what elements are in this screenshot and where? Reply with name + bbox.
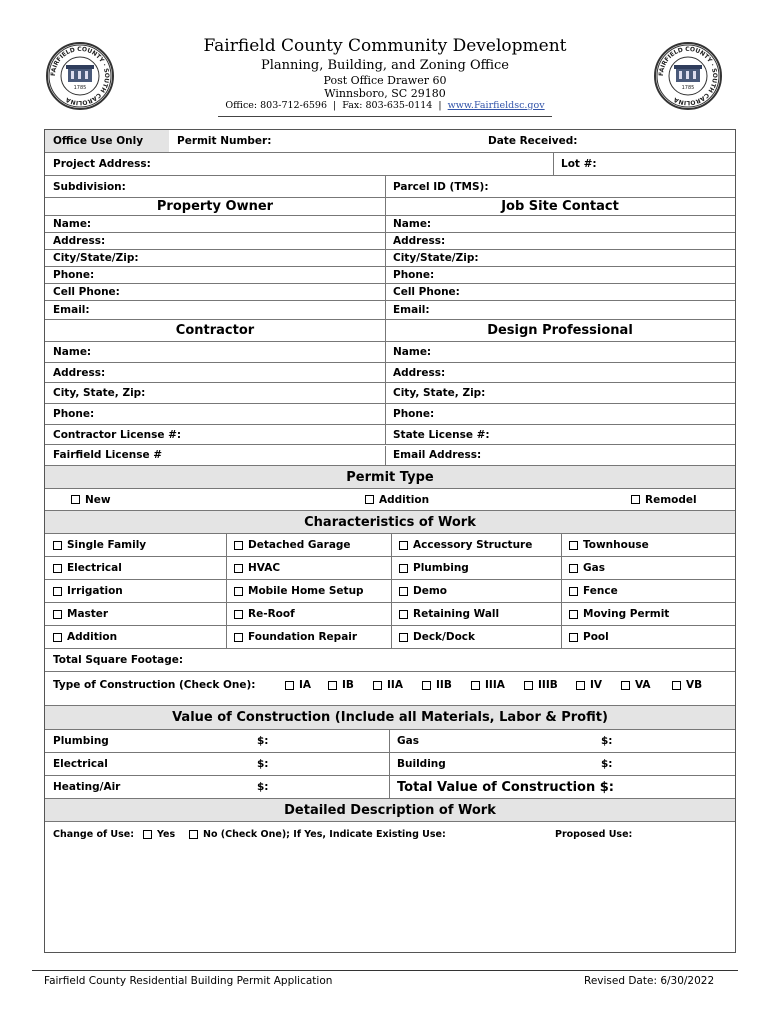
checkbox-icon [234,587,243,596]
permit-type-remodel-checkbox[interactable]: Remodel [631,489,697,510]
job-site-contact-field[interactable]: Name: [393,218,432,230]
design-professional-field[interactable]: Phone: [393,407,435,420]
checkbox-icon [53,633,62,642]
building-value-field[interactable]: $: [601,758,613,770]
design-professional-heading: Design Professional [487,323,633,338]
svg-text:1785: 1785 [681,85,695,91]
construction-type-checkbox[interactable]: VB [672,672,702,698]
office-subtitle: Planning, Building, and Zoning Office [260,58,509,73]
characteristic-checkbox[interactable]: Deck/Dock [399,626,475,648]
project-address-field[interactable]: Project Address: [53,158,151,170]
characteristics-row [45,603,735,626]
checkbox-icon [399,610,408,619]
permit-application-form [44,129,736,953]
characteristics-row [45,557,735,580]
contractor-field[interactable]: Address: [53,366,106,379]
total-square-footage-field[interactable]: Total Square Footage: [53,654,184,666]
heating-air-value-field[interactable]: $: [257,781,269,793]
contractor-design-row [45,425,735,446]
property-owner-field[interactable]: Address: [53,235,106,247]
checkbox-icon [53,587,62,596]
characteristic-checkbox[interactable]: Foundation Repair [234,626,357,648]
job-site-contact-field[interactable]: Phone: [393,269,435,281]
characteristics-heading: Characteristics of Work [304,514,476,530]
permit-type-section [45,466,735,489]
checkbox-icon [53,564,62,573]
website-link[interactable]: www.Fairfieldsc.gov [447,100,545,111]
property-owner-field[interactable]: City/State/Zip: [53,252,139,264]
owner-contact-row [45,301,735,320]
job-site-contact-field[interactable]: Address: [393,235,446,247]
construction-type-checkbox[interactable]: IIIA [471,672,505,698]
characteristic-checkbox[interactable]: Detached Garage [234,534,351,556]
contractor-design-row [45,363,735,384]
characteristic-checkbox[interactable]: Irrigation [53,580,123,602]
characteristic-checkbox[interactable]: Retaining Wall [399,603,499,625]
checkbox-icon [71,495,80,504]
county-seal-logo [654,42,722,110]
subdivision-row [45,176,735,198]
checkbox-icon [399,541,408,550]
characteristic-checkbox[interactable]: Moving Permit [569,603,669,625]
svg-text:FAIRFIELD COUNTY · SOUTH CAROL: FAIRFIELD COUNTY · SOUTH CAROLINA [49,45,111,107]
characteristics-section [45,511,735,534]
total-value-field[interactable]: Total Value of Construction $: [397,779,615,795]
mailing-address-line2: Winnsboro, SC 29180 [324,87,446,100]
contractor-design-row [45,446,735,467]
property-owner-field[interactable]: Cell Phone: [53,286,120,298]
checkbox-icon [621,681,630,690]
form-name-footer: Fairfield County Residential Building Permit Application [44,975,333,987]
owner-contact-row [45,233,735,250]
description-heading: Detailed Description of Work [284,802,496,818]
lot-number-field[interactable]: Lot #: [561,158,597,170]
job-site-contact-field[interactable]: City/State/Zip: [393,252,479,264]
characteristic-checkbox[interactable]: Electrical [53,557,122,579]
permit-type-heading: Permit Type [346,469,434,485]
characteristic-checkbox[interactable]: HVAC [234,557,280,579]
design-professional-field[interactable]: Name: [393,345,432,358]
office-use-row [45,130,735,153]
owner-contact-row [45,216,735,233]
permit-type-new-checkbox[interactable]: New [71,489,111,510]
construction-type-checkbox[interactable]: IIIB [524,672,558,698]
checkbox-icon [524,681,533,690]
letterhead [0,30,770,120]
job-site-contact-field[interactable]: Cell Phone: [393,286,460,298]
characteristics-row [45,626,735,649]
change-of-use-row [45,822,735,846]
building-value-label: Building [397,758,446,770]
checkbox-icon [234,541,243,550]
value-section [45,706,735,730]
office-title: Fairfield County Community Development [203,36,567,56]
checkbox-icon [569,610,578,619]
construction-type-row [45,672,735,706]
job-site-contact-field[interactable]: Email: [393,304,430,316]
gas-value-label: Gas [397,735,419,747]
contractor-design-heading-row [45,320,735,342]
checkbox-icon [471,681,480,690]
property-owner-field[interactable]: Phone: [53,269,95,281]
characteristic-checkbox[interactable]: Master [53,603,108,625]
property-owner-field[interactable]: Email: [53,304,90,316]
characteristic-checkbox[interactable]: Fence [569,580,618,602]
svg-text:FAIRFIELD COUNTY · SOUTH CAROL: FAIRFIELD COUNTY · SOUTH CAROLINA [657,45,719,107]
characteristic-checkbox[interactable]: Mobile Home Setup [234,580,364,602]
checkbox-icon [189,830,198,839]
proposed-use-field[interactable]: Proposed Use: [555,828,633,840]
value-row-1 [45,730,735,753]
contractor-field[interactable]: Phone: [53,407,95,420]
characteristic-checkbox[interactable]: Demo [399,580,447,602]
checkbox-icon [373,681,382,690]
value-row-2 [45,753,735,776]
checkbox-icon [399,633,408,642]
characteristics-row [45,580,735,603]
contractor-heading: Contractor [175,323,255,338]
permit-type-addition-checkbox[interactable]: Addition [365,489,429,510]
header-divider [218,116,552,117]
contractor-design-row [45,342,735,363]
value-row-3 [45,776,735,799]
construction-type-checkbox[interactable]: IA [285,672,311,698]
contractor-field[interactable]: Contractor License #: [53,428,182,441]
checkbox-icon [399,587,408,596]
property-owner-field[interactable]: Name: [53,218,92,230]
checkbox-icon [234,564,243,573]
parcel-id-field[interactable]: Parcel ID (TMS): [393,180,489,193]
footer-divider [32,970,738,971]
description-section [45,799,735,822]
change-of-use-label: Change of Use: [53,828,135,840]
characteristic-checkbox[interactable]: Townhouse [569,534,649,556]
contractor-field[interactable]: Name: [53,345,92,358]
change-of-use-yes-checkbox[interactable]: Yes [143,822,175,846]
subdivision-field[interactable]: Subdivision: [53,180,126,193]
design-professional-field[interactable]: City, State, Zip: [393,387,486,400]
checkbox-icon [399,564,408,573]
construction-type-label: Type of Construction (Check One): [53,679,256,691]
owner-contact-row [45,250,735,267]
office-use-label: Office Use Only [53,135,144,147]
checkbox-icon [53,610,62,619]
checkbox-icon [53,541,62,550]
characteristic-checkbox[interactable]: Pool [569,626,609,648]
job-site-contact-heading: Job Site Contact [501,199,619,214]
project-address-row [45,153,735,176]
plumbing-value-field[interactable]: $: [257,735,269,747]
office-phone: Office: 803-712-6596 [225,100,327,111]
value-heading: Value of Construction (Include all Materials, Labor & Profit) [172,710,608,725]
construction-type-checkbox[interactable]: IB [328,672,354,698]
fax-number: Fax: 803-635-0114 [342,100,433,111]
owner-contact-heading-row [45,198,735,216]
heating-air-value-label: Heating/Air [53,781,121,793]
construction-type-checkbox[interactable]: IIA [373,672,403,698]
checkbox-icon [569,633,578,642]
mailing-address-line1: Post Office Drawer 60 [323,74,447,87]
checkbox-icon [569,587,578,596]
plumbing-value-label: Plumbing [53,735,109,747]
contact-separator: | [438,100,442,111]
characteristic-checkbox[interactable]: Re-Roof [234,603,295,625]
construction-type-checkbox[interactable]: VA [621,672,651,698]
design-professional-field[interactable]: State License #: [393,428,490,441]
contractor-field[interactable]: Fairfield License # [53,449,163,462]
revised-date-footer: Revised Date: 6/30/2022 [584,975,715,987]
construction-type-checkbox[interactable]: IV [576,672,602,698]
checkbox-icon [569,564,578,573]
checkbox-icon [285,681,294,690]
checkbox-icon [234,610,243,619]
checkbox-icon [569,541,578,550]
electrical-value-label: Electrical [53,758,108,770]
checkbox-icon [143,830,152,839]
property-owner-heading: Property Owner [156,199,274,214]
date-received-field[interactable]: Date Received: [480,130,735,152]
gas-value-field[interactable]: $: [601,735,613,747]
electrical-value-field[interactable]: $: [257,758,269,770]
checkbox-icon [234,633,243,642]
characteristic-checkbox[interactable]: Accessory Structure [399,534,532,556]
checkbox-icon [672,681,681,690]
characteristic-checkbox[interactable]: Plumbing [399,557,469,579]
checkbox-icon [422,681,431,690]
characteristic-checkbox[interactable]: Gas [569,557,605,579]
svg-text:1785: 1785 [73,85,87,91]
characteristics-row [45,534,735,557]
owner-contact-row [45,267,735,284]
characteristic-checkbox[interactable]: Addition [53,626,117,648]
contractor-design-row [45,404,735,425]
construction-type-checkbox[interactable]: IIB [422,672,452,698]
contact-separator: | [333,100,337,111]
change-of-use-no-checkbox[interactable]: No (Check One); If Yes, Indicate Existing Use: [189,822,446,846]
checkbox-icon [365,495,374,504]
design-professional-field[interactable]: Address: [393,366,446,379]
description-textarea[interactable] [45,846,735,952]
checkbox-icon [576,681,585,690]
permit-number-field[interactable]: Permit Number: [169,130,480,152]
characteristic-checkbox[interactable]: Single Family [53,534,146,556]
checkbox-icon [631,495,640,504]
contractor-field[interactable]: City, State, Zip: [53,387,146,400]
design-professional-field[interactable]: Email Address: [393,449,482,462]
permit-type-row [45,489,735,511]
owner-contact-row [45,284,735,301]
contractor-design-row [45,383,735,404]
total-sqft-row [45,649,735,672]
checkbox-icon [328,681,337,690]
